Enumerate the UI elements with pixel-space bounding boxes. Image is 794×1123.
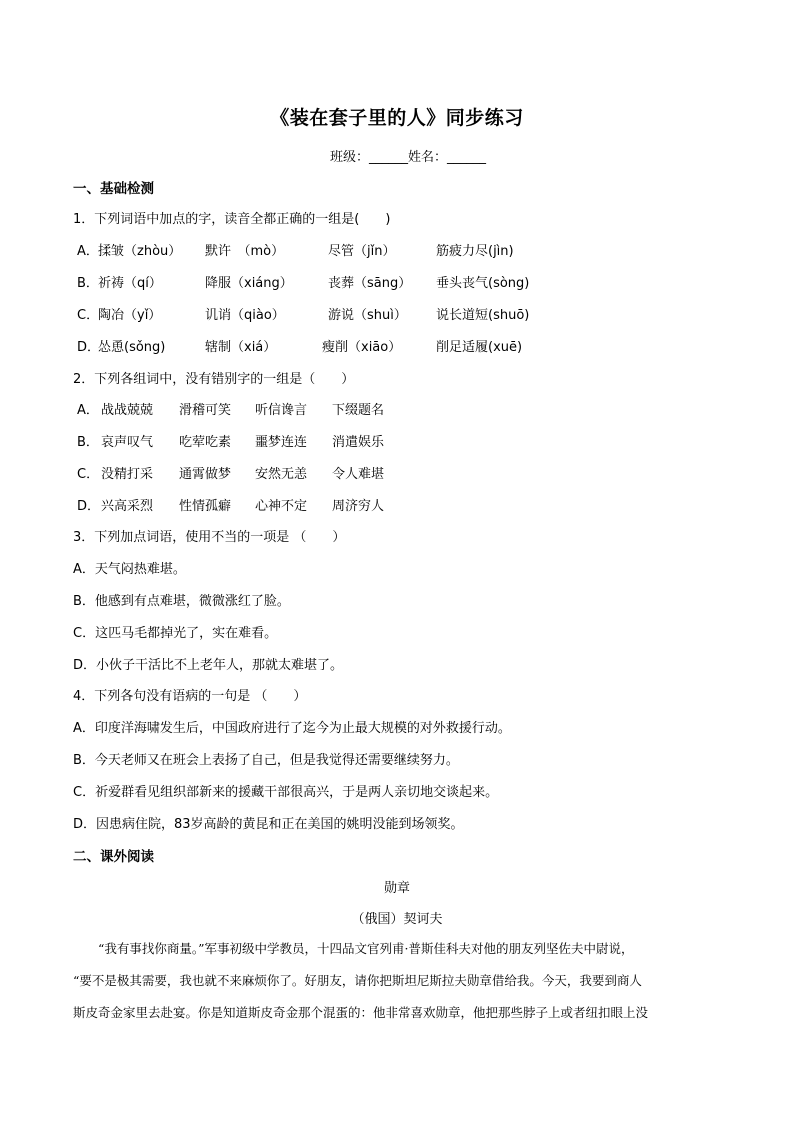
q1-option-b-item: 祈祷（qí） [98,276,162,291]
class-name-line: 班级：______姓名：______ [330,150,487,165]
q2-option-b-item: 噩梦连连 [255,435,308,450]
q2-option-d-item: 性情孤癖 [179,499,232,514]
q2-option-c-item: 没精打采 [101,467,154,482]
q2-option-c-item: 令人难堪 [332,467,385,482]
q2-option-b-item: 吃荤吃素 [179,435,232,450]
reading-paragraph-line: “我有事找你商量。”军事初级中学教员，十四品文官列甫·普斯佳科夫对他的朋友列坚佐夫中尉说， [73,941,634,956]
q1-option-a-label: A． [77,244,99,259]
q1-option-b-item: 垂头丧气(sòng) [436,276,530,291]
q4-option-b: B．今天老师又在班会上表扬了自己，但是我觉得还需要继续努力。 [73,753,459,768]
q3-option-d: D．小伙子干活比不上老年人，那就太难堪了。 [73,658,344,673]
q1-option-a-item: 尽管（jǐn） [328,244,396,259]
q1-option-d-item: 辖制（xiá） [205,340,277,355]
section-heading-reading: 二、课外阅读 [73,849,154,865]
q1-option-c-item: 游说（shuì） [328,308,407,323]
q2-option-a-item: 听信谗言 [255,403,308,418]
q2-option-d-item: 心神不定 [255,499,308,514]
q2-option-c-item: 通霄做梦 [179,467,232,482]
q2-option-b-item: 哀声叹气 [101,435,154,450]
question-2-stem: 2．下列各组词中，没有错别字的一组是（ ） [73,372,355,387]
reading-paragraph-line: “要不是极其需要，我也就不来麻烦你了。好朋友，请你把斯坦尼斯拉夫勋章借给我。今天，我要到商人 [73,973,642,988]
q3-option-c: C．这匹马毛都掉光了，实在难看。 [73,626,278,641]
q2-option-d-item: 兴高采烈 [101,499,154,514]
q2-option-a-label: A． [77,403,99,418]
q3-option-b: B．他感到有点难堪，微微涨红了脸。 [73,594,290,609]
q1-option-a-item: 筋疲力尽(jìn) [436,244,514,259]
q2-option-c-label: C． [77,467,100,482]
q1-option-d-item: 削足适履(xuē) [436,340,523,355]
q1-option-a-item: 默许 （mò） [205,244,285,259]
q2-option-d-label: D． [77,499,101,514]
page-title: 《装在套子里的人》同步练习 [270,107,524,129]
q1-option-b-label: B． [77,276,99,291]
q1-option-d-item: 瘦削（xiāo） [322,340,402,355]
q2-option-b-label: B． [77,435,99,450]
q4-option-d: D．因患病住院，83岁高龄的黄昆和正在美国的姚明没能到场领奖。 [73,817,464,832]
q1-option-d-label: D． [77,340,101,355]
q1-option-c-label: C． [77,308,100,323]
q2-option-c-item: 安然无恙 [255,467,308,482]
q2-option-a-item: 滑稽可笑 [179,403,232,418]
q1-option-c-item: 讥诮（qiào） [205,308,285,323]
reading-paragraph-line: 斯皮奇金家里去赴宴。你是知道斯皮奇金那个混蛋的：他非常喜欢勋章，他把那些脖子上或者纽扣眼上没 [73,1005,649,1020]
q1-option-b-item: 丧葬（sāng） [328,276,412,291]
question-1-stem: 1．下列词语中加点的字，读音全都正确的一组是( ) [73,212,391,227]
q1-option-b-item: 降服（xiáng） [205,276,293,291]
q2-option-d-item: 周济穷人 [332,499,385,514]
reading-title: 勋章 [383,881,410,896]
question-3-stem: 3．下列加点词语，使用不当的一项是 （ ） [73,530,346,545]
question-4-stem: 4．下列各句没有语病的一句是 （ ） [73,689,307,704]
q1-option-c-item: 陶冶（yǐ） [98,308,162,323]
q3-option-a: A．天气闷热难堪。 [73,562,186,577]
q4-option-c: C．祈爱群看见组织部新来的援藏干部很高兴，于是两人亲切地交谈起来。 [73,785,499,800]
q1-option-d-item: 怂恿(sǒng) [98,340,166,355]
q2-option-a-item: 战战兢兢 [101,403,154,418]
q1-option-a-item: 揉皱（zhòu） [98,244,182,259]
q1-option-c-item: 说长道短(shuō) [436,308,530,323]
q4-option-a: A．印度洋海啸发生后，中国政府进行了迄今为止最大规模的对外救援行动。 [73,721,511,736]
section-heading-basic: 一、基础检测 [73,181,154,197]
reading-author: （俄国）契诃夫 [351,912,443,927]
q2-option-b-item: 消遣娱乐 [332,435,385,450]
q2-option-a-item: 下缀题名 [332,403,385,418]
